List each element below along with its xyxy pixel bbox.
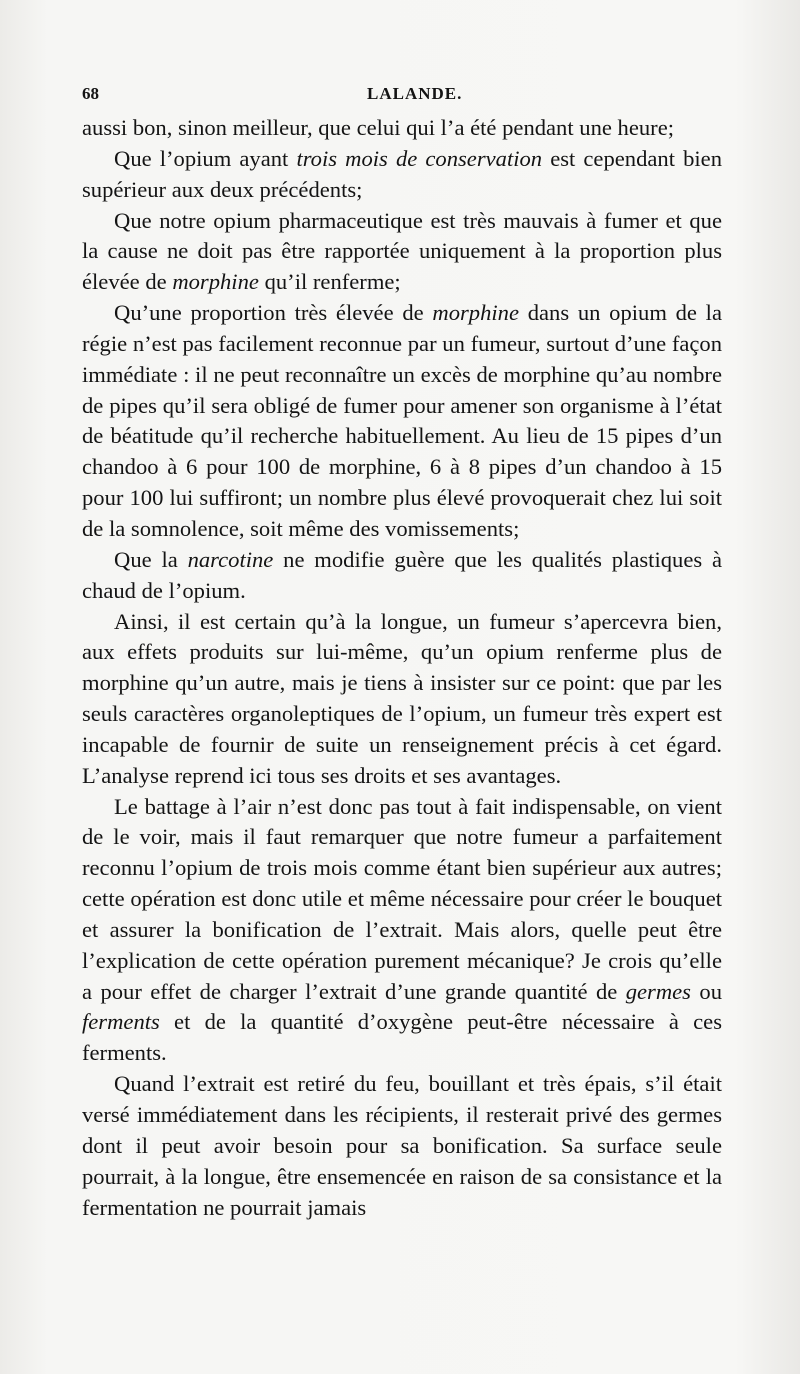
paragraph <box>82 1069 722 1223</box>
paragraph <box>82 545 722 607</box>
italic-term: germes <box>625 978 691 1004</box>
text-run: ou <box>690 978 722 1004</box>
text-run: Qu’une proportion très élevée de <box>114 300 433 326</box>
text-run: Ainsi, il est certain qu’à la longue, un fumeur s’apercevra bien, aux effets produits sur lui-même, qu’un opium renferme plus de morphine qu’un autre, mais je tiens à insister sur ce point: que par les seuls caractères organoleptiques de l’opium, un fumeur très expert est incapable de fournir de suite un renseignement précis à cet égard. L’analyse reprend ici tous ses droits et ses avantages. <box>82 608 722 788</box>
italic-term: morphine <box>172 269 259 295</box>
paragraph <box>82 792 722 1070</box>
text-run: Le battage à l’air n’est donc pas tout à fait indispensable, on vient de le voir, mais il faut remarquer que notre fumeur a parfaitement reconnu l’opium de trois mois comme étant bien supérieur aux autres; cette opération est donc utile et même nécessaire pour créer le bouquet et assurer la bonification de l’extrait. Mais alors, quelle peut être l’explication de cette opération purement mécanique? Je crois qu’elle a pour effet de charger l’extrait d’une grande quantité de <box>82 793 722 1004</box>
italic-term: ferments <box>82 1009 160 1035</box>
paragraph <box>82 113 722 144</box>
italic-term: morphine <box>432 300 519 326</box>
paragraph <box>82 607 722 792</box>
page-number: 68 <box>82 84 99 103</box>
text-run: Que la <box>114 546 188 572</box>
running-header <box>82 84 722 110</box>
italic-term: trois mois de conservation <box>296 145 543 171</box>
paragraph <box>82 206 722 299</box>
text-run: est cependant bien supérieur aux deux précédents; <box>82 145 722 202</box>
body-text <box>82 113 722 1223</box>
text-run: ne modifie guère que les qualités plastiques à chaud de l’opium. <box>82 546 722 603</box>
paragraph <box>82 144 722 206</box>
text-run: Que l’opium ayant <box>114 145 297 171</box>
text-run: qu’il renferme; <box>258 269 401 295</box>
paragraph <box>82 298 722 545</box>
text-run: dans un opium de la régie n’est pas facilement reconnue par un fumeur, surtout d’une façon immédiate : il ne peut reconnaître un excès de morphine qu’au nombre de pipes qu’il sera obligé de fumer pour amener son organisme à l’état de béatitude qu’il recherche habituellement. Au lieu de 15 pipes d’un chandoo à 6 pour 100 de morphine, 6 à 8 pipes d’un chandoo à 15 pour 100 lui suffiront; un nombre plus élevé provoquerait chez lui soit de la somnolence, soit même des vomissements; <box>82 300 722 541</box>
running-title: LALANDE. <box>367 84 463 103</box>
italic-term: narcotine <box>187 546 274 572</box>
text-run: aussi bon, sinon meilleur, que celui qui l’a été pendant une heure; <box>82 115 675 140</box>
text-run: Quand l’extrait est retiré du feu, bouillant et très épais, s’il était versé immédiatement dans les récipients, il resterait privé des germes dont il peut avoir besoin pour sa bonification. Sa surface seule pourrait, à la longue, être ensemencée en raison de sa consistance et la fermentation ne pourrait jamais <box>82 1071 722 1220</box>
text-run: et de la quantité d’oxygène peut-être nécessaire à ces ferments. <box>82 1009 722 1066</box>
text-run: Que notre opium pharmaceutique est très mauvais à fumer et que la cause ne doit pas être rapportée uniquement à la proportion plus élevée de <box>82 207 722 295</box>
